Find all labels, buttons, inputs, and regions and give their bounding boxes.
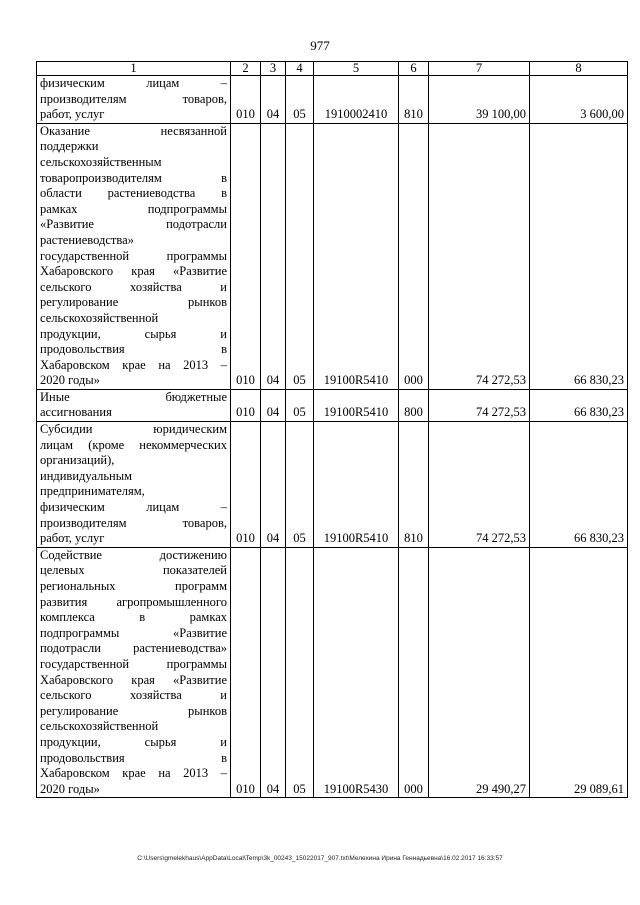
cell-expense-type-code: 800	[399, 389, 429, 421]
description-line: Субсидии юридическим	[40, 422, 227, 437]
cell-amount-year-2: 66 830,23	[530, 123, 628, 389]
description-line: продовольствия в	[40, 750, 227, 765]
description-line: сельского хозяйства и	[40, 688, 227, 703]
table-row	[37, 123, 628, 389]
cell-section-code: 04	[261, 422, 286, 548]
description-line: Хабаровском крае на 2013 –	[40, 766, 227, 781]
cell-expense-type-code: 810	[399, 76, 429, 124]
cell-target-article-code: 19100R5430	[314, 547, 399, 798]
cell-expense-type-code: 000	[399, 123, 429, 389]
description-line: Хабаровском крае на 2013 –	[40, 357, 227, 372]
description-line: сельскохозяйственной	[40, 310, 159, 325]
description-line: сельского хозяйства и	[40, 279, 227, 294]
cell-subsection-code: 05	[286, 76, 314, 124]
cell-section-code: 04	[261, 389, 286, 421]
description-line: индивидуальным	[40, 468, 133, 483]
table-row	[37, 547, 628, 798]
cell-expense-type-code: 000	[399, 547, 429, 798]
description-line: сельскохозяйственным	[40, 154, 162, 169]
description-line: работ, услуг	[40, 531, 105, 546]
header-col-8: 8	[530, 62, 628, 76]
table-row	[37, 422, 628, 548]
description-line: Содействие достижению	[40, 547, 227, 562]
page-number: 977	[310, 38, 330, 53]
description-line: продукции, сырья и	[40, 734, 227, 749]
cell-admin-code: 010	[231, 422, 261, 548]
header-col-2: 2	[231, 62, 261, 76]
row-description	[37, 76, 231, 124]
row-description	[37, 123, 231, 389]
header-row	[37, 62, 628, 76]
cell-amount-year-2: 29 089,61	[530, 547, 628, 798]
description-line: физическим лицам –	[40, 76, 227, 90]
budget-table	[36, 61, 628, 798]
cell-target-article-code: 19100R5410	[314, 389, 399, 421]
description-line: растениеводства»	[40, 232, 134, 247]
cell-amount-year-1: 74 272,53	[429, 389, 530, 421]
description-line: государственной программы	[40, 248, 227, 263]
description-line: ассигнования	[40, 405, 112, 420]
row-description	[37, 422, 231, 548]
description-line: 2020 годы»	[40, 373, 100, 388]
cell-target-article-code: 19100R5410	[314, 422, 399, 548]
cell-target-article-code: 1910002410	[314, 76, 399, 124]
cell-section-code: 04	[261, 547, 286, 798]
description-line: производителям товаров,	[40, 515, 227, 530]
row-description	[37, 547, 231, 798]
header-col-4: 4	[286, 62, 314, 76]
description-line: работ, услуг	[40, 107, 105, 122]
description-line: региональных программ	[40, 579, 227, 593]
cell-expense-type-code: 810	[399, 422, 429, 548]
description-line: производителям товаров,	[40, 91, 227, 106]
header-col-7: 7	[429, 62, 530, 76]
description-line: области растениеводства в	[40, 186, 227, 201]
cell-amount-year-2: 3 600,00	[530, 76, 628, 124]
description-line: продукции, сырья и	[40, 326, 227, 341]
cell-subsection-code: 05	[286, 422, 314, 548]
row-description	[37, 389, 231, 421]
header-col-6: 6	[399, 62, 429, 76]
description-line: организаций),	[40, 453, 115, 468]
table-body	[37, 76, 628, 798]
cell-subsection-code: 05	[286, 547, 314, 798]
cell-admin-code: 010	[231, 547, 261, 798]
description-line: лицам (кроме некоммерческих	[40, 437, 227, 452]
description-line: государственной программы	[40, 656, 227, 671]
cell-amount-year-2: 66 830,23	[530, 389, 628, 421]
description-line: предпринимателям,	[40, 484, 145, 499]
cell-subsection-code: 05	[286, 123, 314, 389]
cell-admin-code: 010	[231, 76, 261, 124]
header-col-3: 3	[261, 62, 286, 76]
cell-section-code: 04	[261, 76, 286, 124]
description-line: Хабаровского края «Развитие	[40, 672, 227, 687]
cell-admin-code: 010	[231, 389, 261, 421]
description-line: развития агропромышленного	[40, 594, 227, 609]
description-line: Иные бюджетные	[40, 389, 227, 404]
description-line: «Развитие подотрасли	[40, 217, 227, 232]
description-line: 2020 годы»	[40, 781, 100, 796]
table-row	[37, 76, 628, 124]
description-line: целевых показателей	[40, 563, 227, 578]
description-line: продовольствия в	[40, 342, 227, 357]
description-line: Хабаровского края «Развитие	[40, 264, 227, 279]
description-line: поддержки	[40, 139, 99, 154]
cell-amount-year-2: 66 830,23	[530, 422, 628, 548]
table-row	[37, 389, 628, 421]
description-line: регулирование рынков	[40, 295, 227, 310]
description-line: комплекса в рамках	[40, 610, 227, 625]
description-line: регулирование рынков	[40, 703, 227, 718]
description-line: товаропроизводителям в	[40, 170, 227, 185]
cell-subsection-code: 05	[286, 389, 314, 421]
cell-section-code: 04	[261, 123, 286, 389]
cell-amount-year-1: 29 490,27	[429, 547, 530, 798]
cell-amount-year-1: 74 272,53	[429, 422, 530, 548]
description-line: рамках подпрограммы	[40, 201, 227, 216]
cell-target-article-code: 19100R5410	[314, 123, 399, 389]
cell-amount-year-1: 74 272,53	[429, 123, 530, 389]
cell-admin-code: 010	[231, 123, 261, 389]
header-col-5: 5	[314, 62, 399, 76]
header-col-1: 1	[37, 62, 231, 76]
description-line: подпрограммы «Развитие	[40, 625, 227, 640]
description-line: Оказание несвязанной	[40, 123, 227, 138]
description-line: подотрасли растениеводства»	[40, 641, 227, 656]
description-line: сельскохозяйственной	[40, 719, 159, 734]
file-path-footer: C:\Users\gmelekhaus\AppData\Local\Temp\3k_00243_15022017_907.txt\Мелехина Ирина Геннадьевна\16.02.2017 16:33:57	[137, 855, 503, 862]
description-line: физическим лицам –	[40, 500, 227, 515]
cell-amount-year-1: 39 100,00	[429, 76, 530, 124]
